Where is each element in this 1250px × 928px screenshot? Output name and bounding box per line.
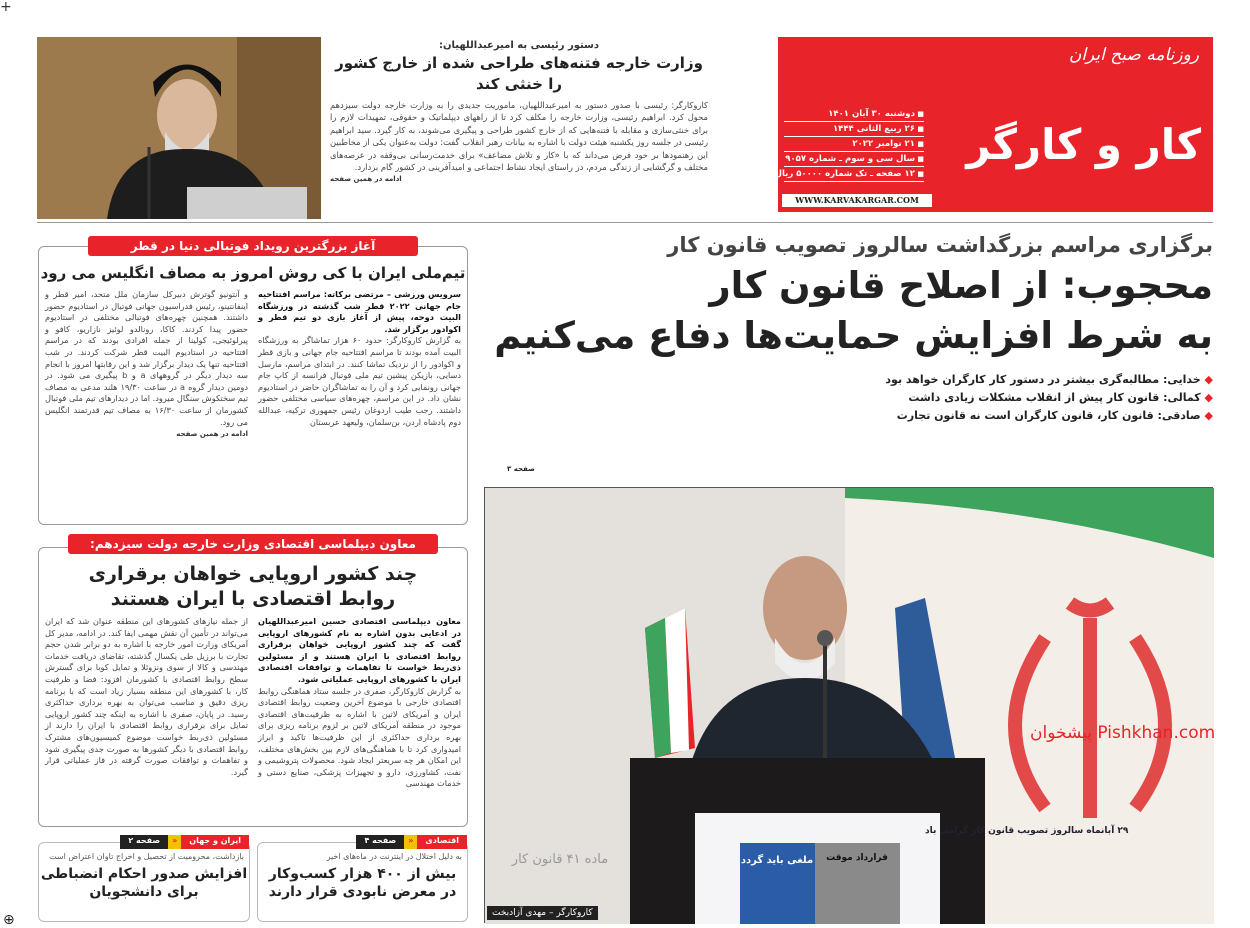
page-label: صفحه ۴ — [356, 835, 404, 849]
body-text: به گزارش کاروکارگر، صفری در جلسه ستاد هماهنگی روابط اقتصادی خارجی با موضوع آخرین وضعیت روابط اقتصادی ایران و آمریکای لاتین با اشاره به ظرفیت‌های اقتصادی موجود در منطقه آمریکای لاتین بر لزوم برنامه ریزی برای بهره برداری حداکثری از این ظرفیت‌ها تاکید و ابراز امیدواری کرد تا با هماهنگی‌های لازم بین بخش‌های مختلف، این امکان هر چه سریعتر ایجاد شود. محصولات پتروشیمی و نفت، کشاورزی، دارو و تجهیزات پزشکی، صنایع دستی و خدمات مهندسی — [258, 685, 461, 789]
teaser-header — [120, 835, 249, 849]
page-label: صفحه ۲ — [120, 835, 168, 849]
headline-line-2: روابط اقتصادی با ایران هستند — [110, 588, 396, 610]
bullet-item: ◆ خدایی: مطالبه‌گری بیشتر در دستور کار کارگران خواهد بود — [485, 371, 1213, 389]
continued-note: ادامه در همین صفحه — [330, 175, 402, 184]
europe-kicker-bar: معاون دیپلماسی اقتصادی وزارت خارجه دولت سیزدهم: — [68, 534, 438, 554]
headline-line-2: برای دانشجویان — [89, 884, 199, 900]
headline-line-1: چند کشور اروپایی خواهان برقراری — [88, 563, 418, 585]
issue-number: ■ سال سی و سوم ـ شماره ۹۰۵۷ — [784, 152, 924, 167]
issue-date-gregorian: ■ ۲۱ نوامبر ۲۰۲۲ — [784, 137, 924, 152]
main-story-bullets — [485, 371, 1213, 425]
europe-col-left — [45, 616, 248, 790]
issue-price: ■ ۱۲ صفحه ـ تک شماره ۵۰۰۰۰ ریال — [784, 167, 924, 182]
banner-text: ۲۹ آبانماه سالروز تصویب قانون کار گرامی باد — [925, 826, 1129, 836]
section-divider — [37, 222, 1213, 223]
teaser-economy[interactable] — [257, 836, 468, 922]
issue-info — [774, 107, 924, 182]
teaser-world[interactable] — [38, 836, 250, 922]
headline-line-1: بیش از ۴۰۰ هزار کسب‌وکار — [268, 866, 457, 882]
teaser-headline — [258, 865, 467, 901]
issue-date-persian: ■ دوشنبه ۳۰ آبان ۱۴۰۱ — [784, 107, 924, 122]
top-story-body: کاروکارگر: رئیسی با صدور دستور به امیرعبداللهیان، ماموریت جدیدی را به وزارت خارجه دولت سیزدهم محول کرد. ابراهیم رئیسی، وزارت خارجه را مکلف کرد تا از راههای دیپلماتیک و حقوقی، تمهیدات لازم را برای خنثی‌سازی و مقابله با فتنه‌هایی که از خارج کشور طراحی و پیگیری می‌شوند، به کار گیرد. سید ابراهیم رئیسی در جلسه روز یکشنبه هیئت دولت با اشاره به بیانات رهبر انقلاب گفت: دولت به‌عنوان یکی از مخاطبین این رهنمودها بر خود فرض می‌داند که با «کار و تلاش مضاعف» برای خدمت‌رسانی بی‌وقفه در عرصه‌های مختلف و گرگشایی از زندگی مردم، در راستای ایجاد نشاط اجتماعی و امیدآفرینی در کشور گام بردارد. — [330, 100, 708, 173]
page-reference[interactable]: صفحه ۳ — [507, 465, 535, 473]
teaser-header — [356, 835, 467, 849]
lead-text: سرویس ورزشی – مرتضی برکاته: مراسم افتتاحیه جام جهانی ۲۰۲۲ قطر شب گذشته در ورزشگاه البیت دوحه، پیش از آغاز بازی دو تیم قطر و اکوادور برگزار شد. — [258, 289, 461, 334]
main-story-kicker: برگزاری مراسم بزرگداشت سالروز تصویب قانون کار — [667, 233, 1213, 257]
body-text: و آنتونیو گوترش دبیرکل سازمان ملل متحد، امیر قطر و اینفانتینو، رئیس فدراسیون جهانی فوتبال در استادیوم حضور داشتند. همچنین چهره‌های فوتبالی مختلفی در استادیوم حضور پیدا کردند. کاکا، رونالدو لوئیز نازاریو، کافو و پیرلوئیجی، کولینا از جمله افرادی بودند که در مراسم افتتاحیه در استادیوم البیت قطر شرکت کردند. در شب افتتاحیه تنها یک دیدار برگزار شد و این رقابتها امروز با انجام سه دیدار دیگر در گروههای a و b پیگیری می شود. در دومین دیدار گروه a در ساعت ۱۹/۳۰ هلند مدعی به مصاف تیم سختکوش سنگال میرود. اما در دیدارهای تیم ملی فوتبال کشورمان از ساعت ۱۶/۳۰ به مصاف تیم قدرتمند انگلیس می رود. — [45, 289, 248, 427]
poster-text: ملغی باید گردد — [740, 855, 814, 866]
bullet-item: ◆ صادقی: قانون کار، قانون کارگران است نه قانون تجارت — [485, 407, 1213, 425]
top-story-headline[interactable]: وزارت خارجه فتنه‌های طراحی شده از خارج کشور را خنثی کند — [335, 54, 703, 93]
headline-line-2: در معرض نابودی قرار دارند — [268, 884, 457, 900]
top-story-photo — [37, 37, 321, 219]
newspaper-logo: کار و کارگر — [966, 120, 1201, 169]
chevron-icon: « — [168, 835, 181, 849]
section-label: اقتصادی — [417, 835, 467, 849]
top-story-kicker: دستور رئیسی به امیرعبداللهیان: — [438, 40, 600, 51]
football-headline[interactable]: تیم‌ملی ایران با کی روش امروز به مصاف انگلیس می رود — [40, 264, 466, 282]
masthead-tagline: روزنامه صبح ایران — [1068, 45, 1199, 65]
speaker-photo-illustration — [485, 488, 1214, 924]
headline-line-1: افزایش صدور احکام انضباطی — [40, 866, 248, 882]
registration-mark-icon: ⊕ — [3, 912, 15, 928]
teaser-kicker: به دلیل اختلال در اینترنت در ماه‌های اخیر — [326, 852, 462, 861]
continued-note: ادامه در همین صفحه — [176, 430, 248, 439]
bullet-item: ◆ کمالی: قانون کار پیش از انقلاب مشکلات زیادی داشت — [485, 389, 1213, 407]
body-text: به گزارش کاروکارگر: حدود ۶۰ هزار تماشاگر به ورزشگاه البیت آمده بودند تا مراسم افتتاحیه جام جهانی و بازی قطر و اکوادور را از نزدیک تماشا کنند. در ابتدای مراسم، مارسل دسایی، بازیکن پیشین تیم ملی فوتبال فرانسه از کاپ جام جهانی رونمایی کرد و آن را به تماشاگران حاضر در استادیوم نشان داد. در این مراسم، چهره‌های سیاسی مختلفی حضور داشتند. رجب طیب اردوغان رئیس جمهوری ترکیه، عبدالله دوم پادشاه اردن، بن‌سلمان، ولیعهد عربستان — [258, 335, 461, 427]
poster-text: قرارداد موقت — [826, 853, 888, 863]
headline-line-2: به شرط افزایش حمایت‌ها دفاع می‌کنیم — [494, 314, 1213, 357]
masthead — [774, 37, 1213, 212]
europe-story — [38, 547, 468, 827]
football-col-right — [258, 289, 461, 441]
teaser-kicker: بازداشت، محرومیت از تحصیل و اخراج تاوان اعتراض است — [49, 852, 244, 861]
main-story-headline[interactable] — [485, 261, 1213, 361]
main-story — [485, 233, 1213, 473]
body-text: از جمله نیازهای کشورهای این منطقه عنوان شد که ایران می‌تواند در تأمین آن نقش مهمی ایفا کند. در ادامه، مدیر کل آمریکای وزارت امور خارجه با اشاره به دو برابر شدن حجم تجارت با برزیل طی یکسال گذشته، تقاضای دریافت خدمات مهندسی و کالا از سوی ونزوئلا و تمایل کوبا برای گسترش سطح روابط اقتصادی با کشورمان افزود: فضا و ظرفیت کار، با کشورهای این منطقه بسیار زیاد است که با برنامه ریزی دقیق و مناسب می‌توان به بهره برداری حداکثری رسید. در پایان، صفری با اشاره به اینکه چند کشور اروپایی تمایل برای برقراری روابط اقتصادی با ایران را دارند از مسئولین ذی‌ربط خواست موضوع کمیسیون‌های مشترک روابط اقتصادی با دیگر کشورها به صورت جدی پیگیری شود و تفاهمات و توافقات صورت گرفته در فاز عملیاتی قرار گیرد. — [45, 616, 248, 777]
football-col-left — [45, 289, 248, 441]
europe-headline[interactable] — [39, 562, 467, 612]
crosshair-mark: + — [0, 0, 12, 15]
europe-col-right — [258, 616, 461, 790]
photo-caption: کاروکارگر – مهدی آزادبخت — [487, 906, 598, 920]
issue-date-hijri: ■ ۲۶ ربیع الثانی ۱۴۴۴ — [784, 122, 924, 137]
lead-text: معاون دیپلماسی اقتصادی حسین امیرعبداللهیان در ادعایی بدون اشاره به نام کشورهای اروپایی گفت که چند کشور اروپایی خواهان برقراری روابط اقتصادی با ایران هستند و از مسئولین ذی‌ربط خواست تا تفاهمات و توافقات اقتصادی ایران با کشورهای اروپایی عملیاتی شود. — [258, 616, 461, 684]
chevron-icon: « — [404, 835, 417, 849]
watermark: پیشخوان Pishkhan.com — [1030, 723, 1216, 743]
website-link[interactable]: WWW.KARVAKARGAR.COM — [782, 194, 932, 207]
president-photo-illustration — [37, 37, 321, 219]
football-kicker-bar: آغاز بزرگترین رویداد فوتبالی دنیا در قطر — [88, 236, 418, 256]
main-story-photo — [484, 487, 1216, 923]
section-label: ایران و جهان — [181, 835, 249, 849]
teaser-headline — [39, 865, 249, 901]
sign-text: ماده ۴۱ قانون کار — [511, 852, 609, 867]
headline-line-1: محجوب: از اصلاح قانون کار — [709, 264, 1213, 307]
football-story — [38, 246, 468, 525]
top-story — [330, 40, 708, 183]
